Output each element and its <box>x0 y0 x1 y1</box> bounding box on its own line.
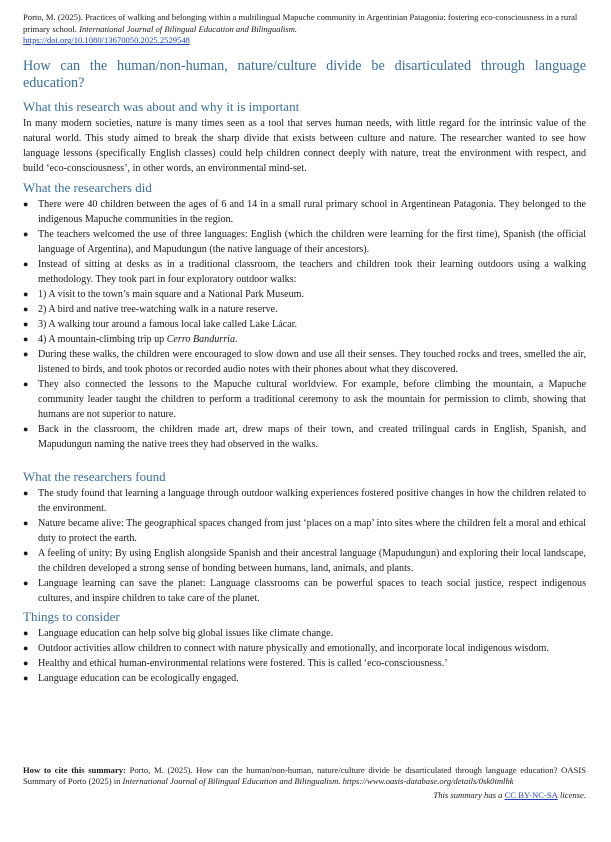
about-section <box>23 99 586 176</box>
consider-heading: Things to consider <box>23 608 120 624</box>
reference-journal: International Journal of Bilingual Education and Bilingualism. <box>79 23 298 34</box>
list-item: ● 1) A visit to the town’s main square and a National Park Museum. <box>23 288 305 300</box>
list-item: ● Back in the classroom, the children made art, drew maps of their town, and created trilingual cards in English, Spanish, and Mapudungun naming the native trees they had observed in the walks. <box>23 423 586 450</box>
did-heading: What the researchers did <box>23 179 152 195</box>
citation-journal: International Journal of Bilingual Education and Bilingualism. https://www.oasis-database.org/details/0sk0imlhk <box>122 776 514 787</box>
list-item: ● 4) A mountain-climbing trip up Cerro Bandurria. <box>23 333 238 345</box>
reference-text: Porto, M. (2025). Practices of walking and belonging within a multilingual Mapuche community in Argentinian Patagonia: fostering eco-consciousness in a rural primary school. <box>23 12 578 34</box>
summary-page <box>23 12 586 686</box>
bullet-icon: ● <box>23 198 29 209</box>
list-item: ● Outdoor activities allow children to connect with nature physically and emotionally, and incorporate local indigenous wisdom. <box>23 642 549 654</box>
list-item: ● A feeling of unity: By using English alongside Spanish and their ancestral language (Mapudungun) and exploring their local landscape, the children developed a strong sense of bonding between humans, land, animals, and plants. <box>23 547 586 574</box>
bullet-icon: ● <box>23 487 29 498</box>
citation <box>23 765 586 788</box>
bullet-icon: ● <box>23 642 29 653</box>
bullet-icon: ● <box>23 333 29 344</box>
list-item: ● Healthy and ethical human-environmental relations were fostered. This is called ‘eco-consciousness.’ <box>23 657 448 669</box>
list-item: ● The teachers welcomed the use of three languages: English (which the children were learning for the first time), Spanish (the official language of Argentina), and Mapudungun (the native language of their ancestors). <box>23 228 586 255</box>
found-list <box>23 486 586 606</box>
bullet-icon: ● <box>23 303 29 314</box>
found-section <box>23 469 586 606</box>
bullet-icon: ● <box>23 547 29 558</box>
mountain-name: Cerro Bandurria <box>166 333 236 345</box>
bullet-icon: ● <box>23 258 29 269</box>
list-item: ● There were 40 children between the ages of 6 and 14 in a small rural primary school in Argentinean Patagonia. They belonged to the indigenous Mapuche communities in the region. <box>23 198 586 225</box>
list-item: ● 2) A bird and native tree-watching walk in a nature reserve. <box>23 303 278 315</box>
bullet-icon: ● <box>23 288 29 299</box>
bullet-icon: ● <box>23 318 29 329</box>
bullet-icon: ● <box>23 517 29 528</box>
citation-text: Porto, M. (2025). How can the human/non-human, nature/culture divide be disarticulated through language education? OASIS Summary of Porto (2025) in <box>23 764 586 787</box>
list-item: ● Language education can help solve big global issues like climate change. <box>23 627 334 639</box>
list-item: ● They also connected the lessons to the Mapuche cultural worldview. For example, before climbing the mountain, a Mapuche community leader taught the children to perform a traditional ceremony to ask the mountain for permission to climb, showing that humans are not superior to nature. <box>23 378 586 420</box>
found-heading: What the researchers found <box>23 468 166 484</box>
spacer <box>23 452 586 469</box>
doi-link[interactable]: https://doi.org/10.1080/13670050.2025.2529548 <box>23 35 190 46</box>
did-list <box>23 197 586 452</box>
bullet-icon: ● <box>23 228 29 239</box>
about-heading: What this research was about and why it is important <box>23 98 300 114</box>
list-item: ● 3) A walking tour around a famous local lake called Lake Lácar. <box>23 318 297 330</box>
citation-label: How to cite this summary: <box>23 764 126 775</box>
license-note: This summary has a CC BY-NC-SA license. <box>433 790 586 800</box>
did-section <box>23 180 586 452</box>
list-item: ● Language education can be ecologically engaged. <box>23 672 239 684</box>
page-title: How can the human/non-human, nature/culture divide be disarticulated through language education? <box>23 57 586 92</box>
list-item: ● During these walks, the children were encouraged to slow down and use all their senses. They touched rocks and trees, smelled the air, listened to birds, and took photos or recorded audio notes with their phones about what they discovered. <box>23 348 586 375</box>
list-item: ● Nature became alive: The geographical spaces changed from just ‘places on a map’ into sites where the children felt a moral and ethical duty to protect the earth. <box>23 517 586 544</box>
list-item: ● The study found that learning a language through outdoor walking experiences fostered positive changes in how the children related to the environment. <box>23 487 586 514</box>
consider-list <box>23 626 586 686</box>
bullet-icon: ● <box>23 657 29 668</box>
about-body: In many modern societies, nature is many times seen as a tool that serves human needs, with little regard for the intrinsic value of the natural world. This study aimed to break the sharp divide that exists between culture and nature. The researcher wanted to see how language lessons (specifically English classes) could help children connect deeply with nature, treat the environment with respect, and build ‘eco-consciousness’, in other words, an environmental mind-set. <box>23 117 586 174</box>
consider-section <box>23 609 586 686</box>
bullet-icon: ● <box>23 378 29 389</box>
bullet-icon: ● <box>23 627 29 638</box>
bullet-icon: ● <box>23 423 29 434</box>
source-reference <box>23 12 586 47</box>
bullet-icon: ● <box>23 348 29 359</box>
list-item: ● Language learning can save the planet: Language classrooms can be powerful spaces to teach social justice, respect indigenous cultures, and inspire children to take care of the planet. <box>23 577 586 604</box>
bullet-icon: ● <box>23 672 29 683</box>
license-link[interactable]: CC BY-NC-SA <box>504 790 558 800</box>
bullet-icon: ● <box>23 577 29 588</box>
list-item: ● Instead of sitting at desks as in a traditional classroom, the teachers and children took their learning outdoors using a walking methodology. They took part in four exploratory outdoor walks: <box>23 258 586 285</box>
